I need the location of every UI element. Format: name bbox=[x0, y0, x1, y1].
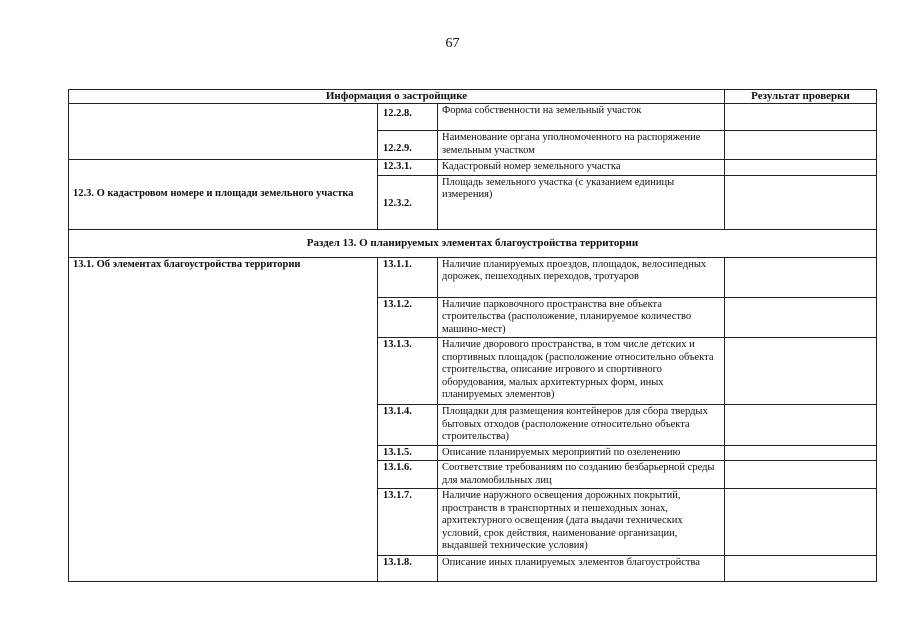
result-cell bbox=[725, 556, 877, 582]
group-label: 12.3. О кадастровом номере и площади земельного участка bbox=[69, 160, 378, 230]
result-cell bbox=[725, 445, 877, 461]
section-title-row bbox=[69, 229, 877, 257]
group-label: 13.1. Об элементах благоустройства территории bbox=[69, 257, 378, 582]
row-text: Кадастровый номер земельного участка bbox=[438, 160, 725, 176]
row-text: Площадь земельного участка (с указанием единицы измерения) bbox=[438, 175, 725, 229]
row-text: Наличие дворового пространства, в том числе детских и спортивных площадок (расположение относительно объекта строительства, описание игрового и спортивного оборудования, малых архитектурных форм, иных планируемых элементов) bbox=[438, 338, 725, 405]
table-row bbox=[69, 160, 877, 176]
row-code: 12.3.1. bbox=[378, 160, 438, 176]
row-code: 13.1.3. bbox=[378, 338, 438, 405]
row-text: Форма собственности на земельный участок bbox=[438, 104, 725, 131]
result-header: Результат проверки bbox=[725, 90, 877, 104]
row-text: Описание иных планируемых элементов благоустройства bbox=[438, 556, 725, 582]
row-code: 13.1.5. bbox=[378, 445, 438, 461]
row-code: 13.1.2. bbox=[378, 297, 438, 338]
group-label bbox=[69, 104, 378, 160]
table-header-row bbox=[69, 90, 877, 104]
page-number: 67 bbox=[445, 36, 460, 51]
row-text: Описание планируемых мероприятий по озеленению bbox=[438, 445, 725, 461]
row-code: 12.2.9. bbox=[378, 131, 438, 160]
row-code: 12.3.2. bbox=[378, 175, 438, 229]
result-cell bbox=[725, 405, 877, 446]
result-cell bbox=[725, 131, 877, 160]
result-cell bbox=[725, 338, 877, 405]
disclosure-table bbox=[68, 89, 877, 582]
row-text: Наличие наружного освещения дорожных покрытий, пространств в транспортных и пешеходных зонах, архитектурного освещения (дата выдачи технических условий, срок действия, наименование организации, выдавшей технические условия) bbox=[438, 489, 725, 556]
row-code: 13.1.8. bbox=[378, 556, 438, 582]
row-code: 12.2.8. bbox=[378, 104, 438, 131]
result-cell bbox=[725, 489, 877, 556]
row-code: 13.1.4. bbox=[378, 405, 438, 446]
result-cell bbox=[725, 297, 877, 338]
row-text: Площадки для размещения контейнеров для сбора твердых бытовых отходов (расположение относительно объекта строительства) bbox=[438, 405, 725, 446]
row-text: Наименование органа уполномоченного на распоряжение земельным участком bbox=[438, 131, 725, 160]
table-row bbox=[69, 257, 877, 297]
result-cell bbox=[725, 175, 877, 229]
row-text: Соответствие требованиям по созданию безбарьерной среды для маломобильных лиц bbox=[438, 461, 725, 489]
row-code: 13.1.7. bbox=[378, 489, 438, 556]
result-cell bbox=[725, 104, 877, 131]
section-title: Раздел 13. О планируемых элементах благоустройства территории bbox=[69, 229, 877, 257]
result-cell bbox=[725, 160, 877, 176]
info-header: Информация о застройщике bbox=[69, 90, 725, 104]
row-code: 13.1.6. bbox=[378, 461, 438, 489]
result-cell bbox=[725, 257, 877, 297]
result-cell bbox=[725, 461, 877, 489]
row-code: 13.1.1. bbox=[378, 257, 438, 297]
row-text: Наличие парковочного пространства вне объекта строительства (расположение, планируемое количество машино-мест) bbox=[438, 297, 725, 338]
row-text: Наличие планируемых проездов, площадок, велосипедных дорожек, пешеходных переходов, тротуаров bbox=[438, 257, 725, 297]
table-row bbox=[69, 104, 877, 131]
